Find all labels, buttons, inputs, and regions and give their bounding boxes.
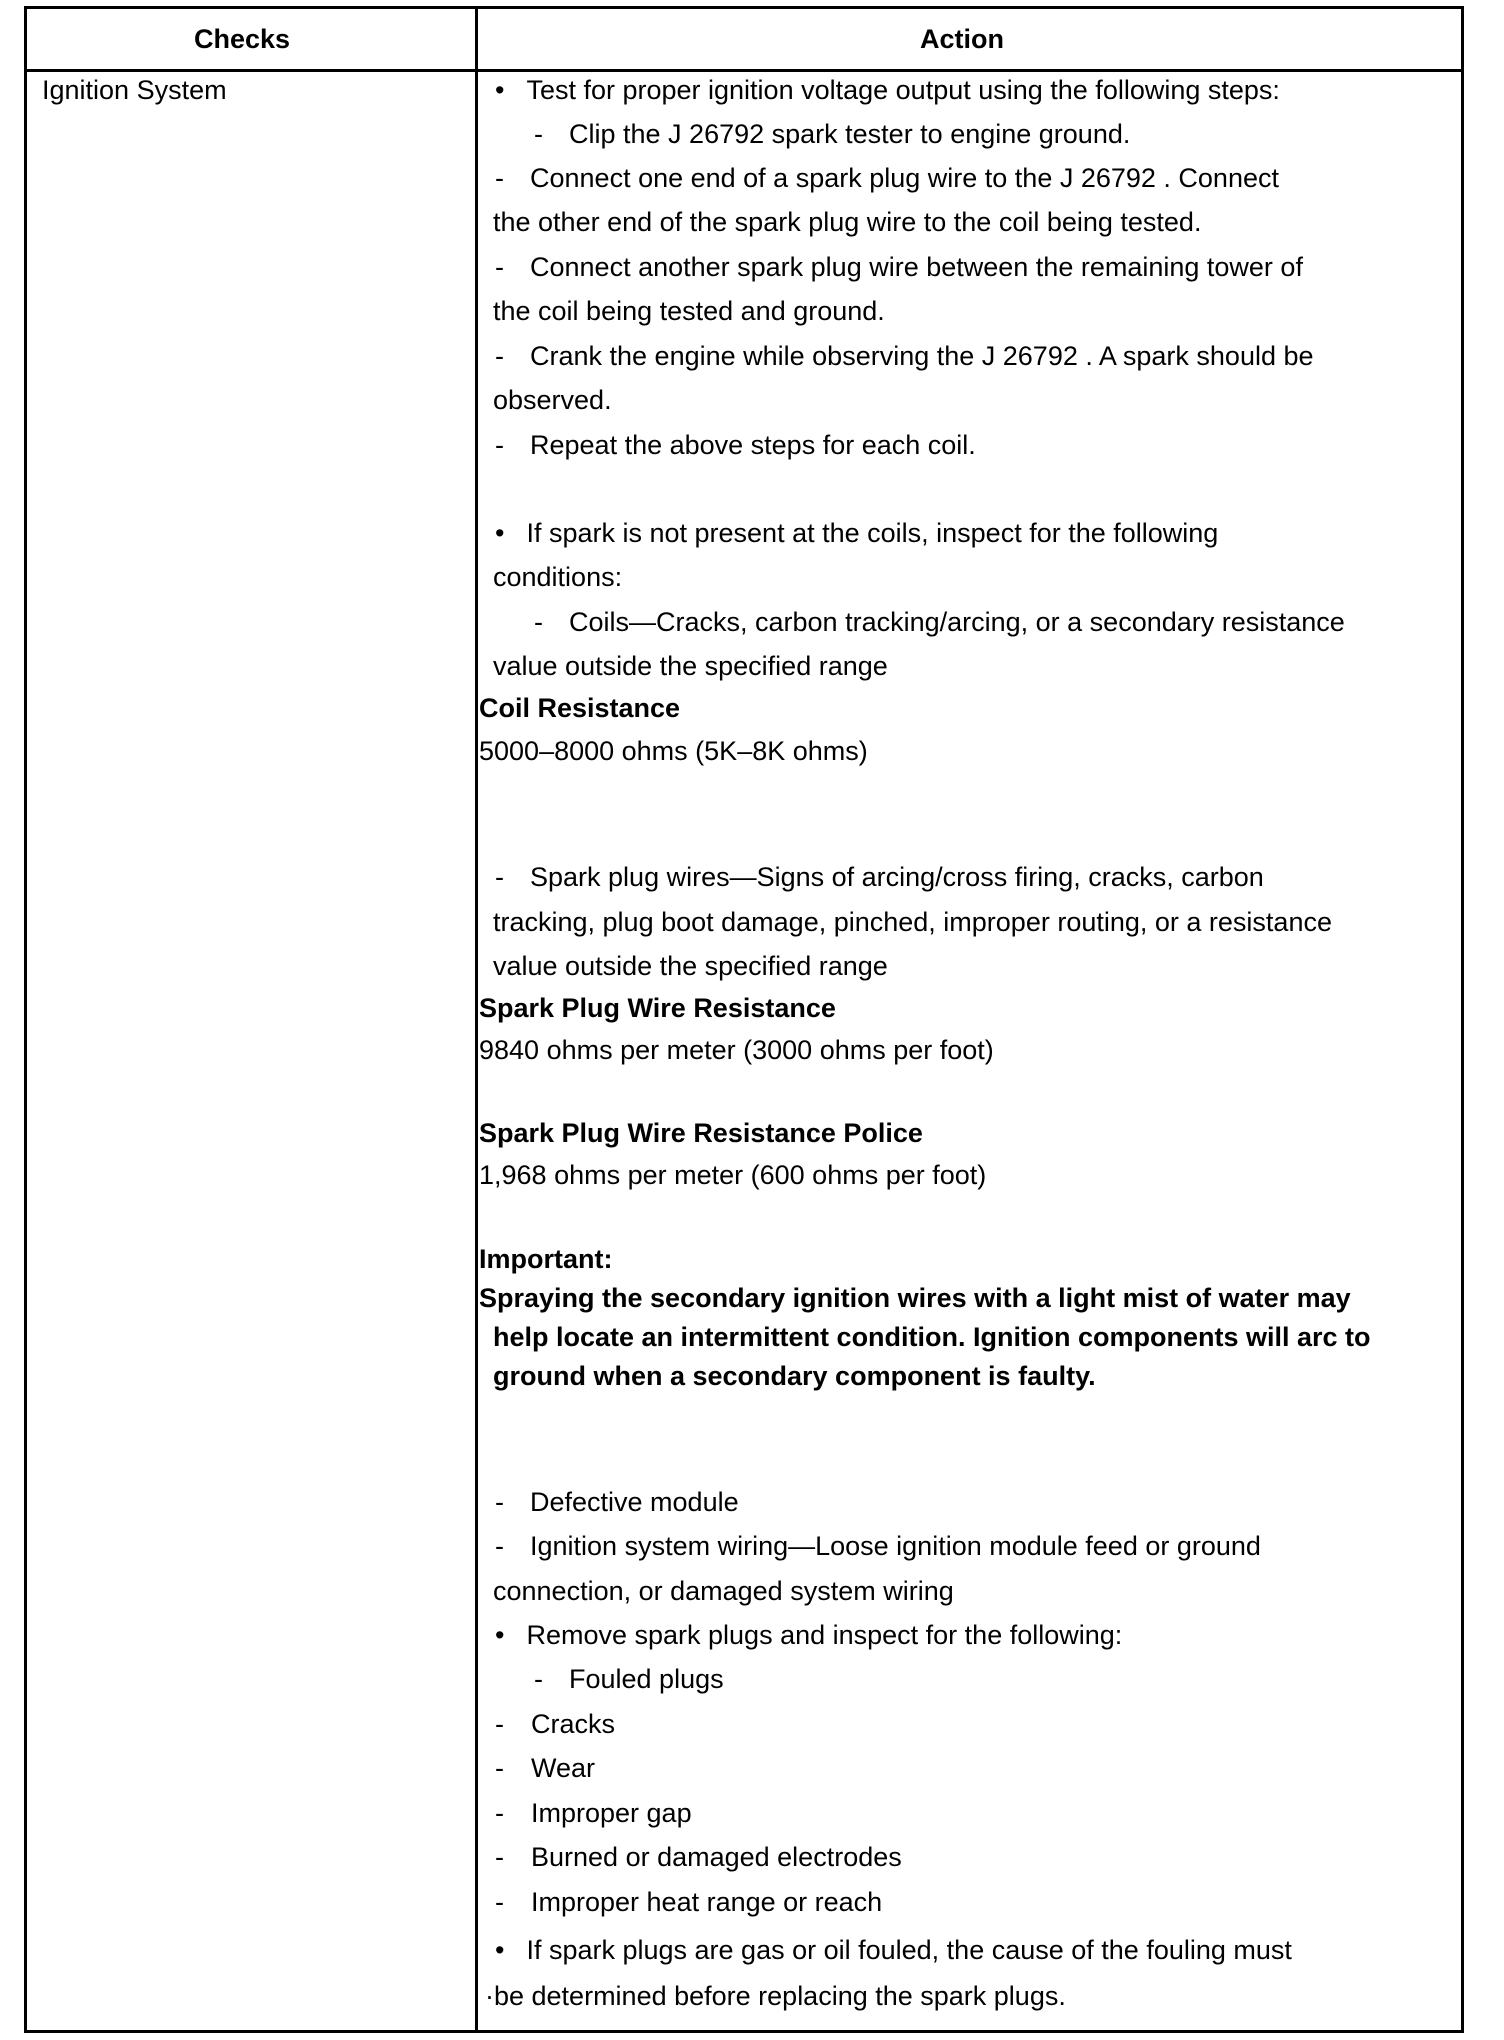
dash-line: - Spark plug wires—Signs of arcing/cross firing, cracks, carbon <box>495 862 1264 892</box>
dash-line: - Clip the J 26792 spark tester to engine ground. <box>534 119 1131 149</box>
continuation-line: value outside the specified range <box>493 951 888 981</box>
header-checks: Checks <box>194 24 291 54</box>
dash-line: - Crank the engine while observing the J 26792 . A spark should be <box>495 341 1314 371</box>
continuation-line: ·be determined before replacing the spark plugs. <box>485 1981 1066 2011</box>
continuation-line: connection, or damaged system wiring <box>493 1576 954 1606</box>
dash-line: - Wear <box>495 1753 596 1783</box>
dash-line: - Repeat the above steps for each coil. <box>495 430 976 460</box>
spec-value-coil-resistance: 5000–8000 ohms (5K–8K ohms) <box>479 736 868 766</box>
dash-line: - Connect another spark plug wire between the remaining tower of <box>495 252 1303 282</box>
continuation-line: tracking, plug boot damage, pinched, improper routing, or a resistance <box>493 907 1332 937</box>
column-divider <box>475 6 478 2033</box>
important-text: Spraying the secondary ignition wires with a light mist of water may <box>479 1283 1351 1313</box>
dash-line: - Ignition system wiring—Loose ignition module feed or ground <box>495 1531 1261 1561</box>
bullet-line: • Remove spark plugs and inspect for the following: <box>495 1620 1123 1650</box>
header-action: Action <box>920 24 1004 54</box>
bullet-line: • Test for proper ignition voltage output using the following steps: <box>495 75 1280 105</box>
spec-value-wire-resistance-police: 1,968 ohms per meter (600 ohms per foot) <box>479 1160 987 1190</box>
continuation-line: value outside the specified range <box>493 651 888 681</box>
check-label: Ignition System <box>42 75 227 105</box>
important-text: help locate an intermittent condition. Ignition components will arc to <box>493 1322 1371 1352</box>
header-divider <box>24 69 1464 72</box>
spec-label-wire-resistance: Spark Plug Wire Resistance <box>479 993 836 1023</box>
continuation-line: conditions: <box>493 562 623 592</box>
dash-line: - Cracks <box>495 1709 616 1739</box>
dash-line: - Improper gap <box>495 1798 692 1828</box>
dash-line: - Defective module <box>495 1487 739 1517</box>
dash-line: - Coils—Cracks, carbon tracking/arcing, or a secondary resistance <box>534 607 1345 637</box>
continuation-line: the other end of the spark plug wire to the coil being tested. <box>493 207 1202 237</box>
spec-value-wire-resistance: 9840 ohms per meter (3000 ohms per foot) <box>479 1035 994 1065</box>
continuation-line: observed. <box>493 385 612 415</box>
bullet-line: • If spark plugs are gas or oil fouled, the cause of the fouling must <box>495 1935 1292 1965</box>
important-label: Important: <box>479 1244 613 1274</box>
dash-line: - Burned or damaged electrodes <box>495 1842 902 1872</box>
dash-line: - Connect one end of a spark plug wire to the J 26792 . Connect <box>495 163 1279 193</box>
dash-line: - Fouled plugs <box>534 1664 724 1694</box>
spec-label-coil-resistance: Coil Resistance <box>479 693 681 723</box>
bullet-line: • If spark is not present at the coils, inspect for the following <box>495 518 1219 548</box>
continuation-line: the coil being tested and ground. <box>493 296 885 326</box>
spec-label-wire-resistance-police: Spark Plug Wire Resistance Police <box>479 1118 923 1148</box>
dash-line: - Improper heat range or reach <box>495 1887 883 1917</box>
important-text: ground when a secondary component is faulty. <box>493 1361 1096 1391</box>
